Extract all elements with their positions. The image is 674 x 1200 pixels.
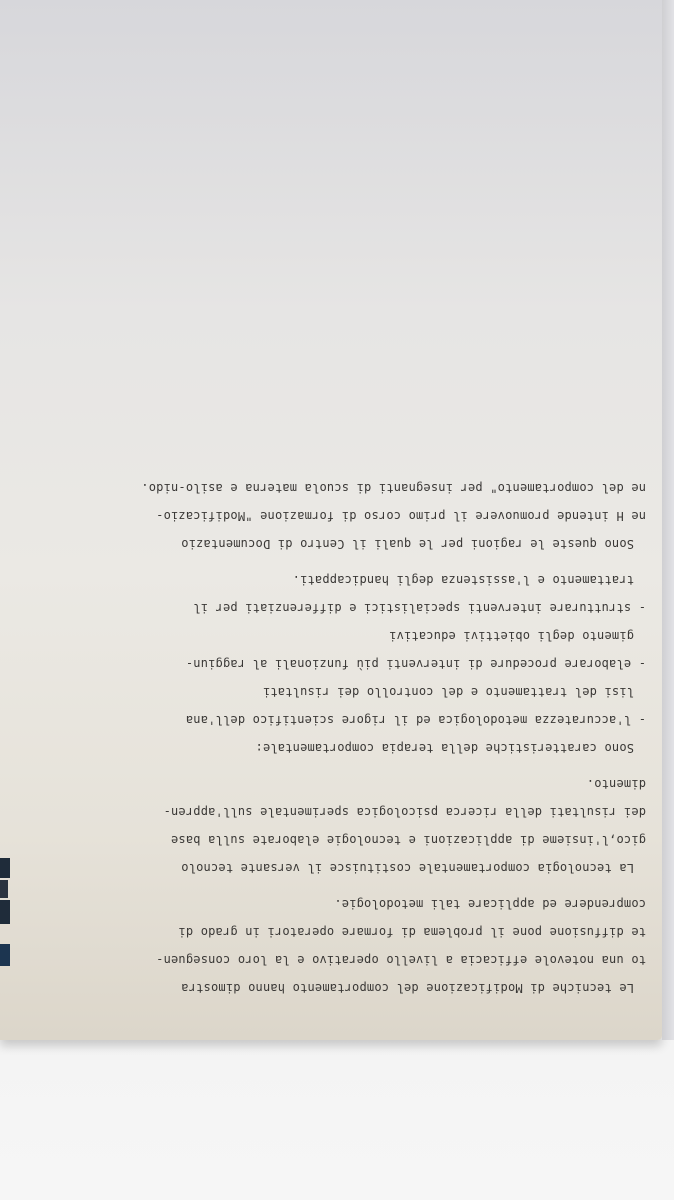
text-line: dei risultati della ricerca psicologica sperimentale sull'appren- bbox=[163, 805, 646, 819]
text-line: gico,l'insieme di applicazioni e tecnologie elaborate sulla base bbox=[170, 833, 646, 847]
binding-tab bbox=[0, 880, 8, 898]
text-line: ne del comportamento" per insegnanti di scuola materna e asilo-nido. bbox=[141, 481, 646, 495]
text-line: Le tecniche di Modificazione del comportamento hanno dimostra bbox=[181, 981, 634, 995]
text-line: gimento degli obiettivi educativi bbox=[388, 629, 634, 643]
text-line: - l'accuratezza metodologica ed il rigore scientifico dell'ana bbox=[185, 713, 646, 727]
typewritten-text-upside-down bbox=[26, 481, 646, 995]
text-line: Sono caratteristiche della terapia comportamentale: bbox=[255, 741, 634, 755]
binding-tab bbox=[0, 858, 10, 878]
text-line: dimento. bbox=[586, 777, 646, 791]
text-line: La tecnologia comportamentale costituisce il versante tecnolo bbox=[181, 861, 634, 875]
paper-sheet-edge bbox=[662, 0, 674, 1040]
text-line: Sono queste le ragioni per le quali il Centro di Documentazio bbox=[181, 537, 634, 551]
binding-tab bbox=[0, 900, 10, 924]
text-line: - strutturare interventi specialistici e differenziati per il bbox=[193, 601, 646, 615]
text-line: trattamento e l'assistenza degli handicappati. bbox=[292, 573, 634, 587]
text-line: te diffusione pone il problema di formare operatori in grado di bbox=[178, 925, 646, 939]
text-line: comprendere ed applicare tali metodologie. bbox=[334, 897, 646, 911]
binding-tab bbox=[0, 944, 10, 966]
text-line: to una notevole efficacia a livello operativo e la loro conseguen- bbox=[155, 953, 646, 967]
text-line: - elaborare procedure di interventi più funzionali al raggiun- bbox=[185, 657, 646, 671]
text-line: ne H intende promuovere il primo corso di formazione "Modificazio- bbox=[155, 509, 646, 523]
text-line: lisi del trattamento e del controllo dei risultati bbox=[262, 685, 634, 699]
